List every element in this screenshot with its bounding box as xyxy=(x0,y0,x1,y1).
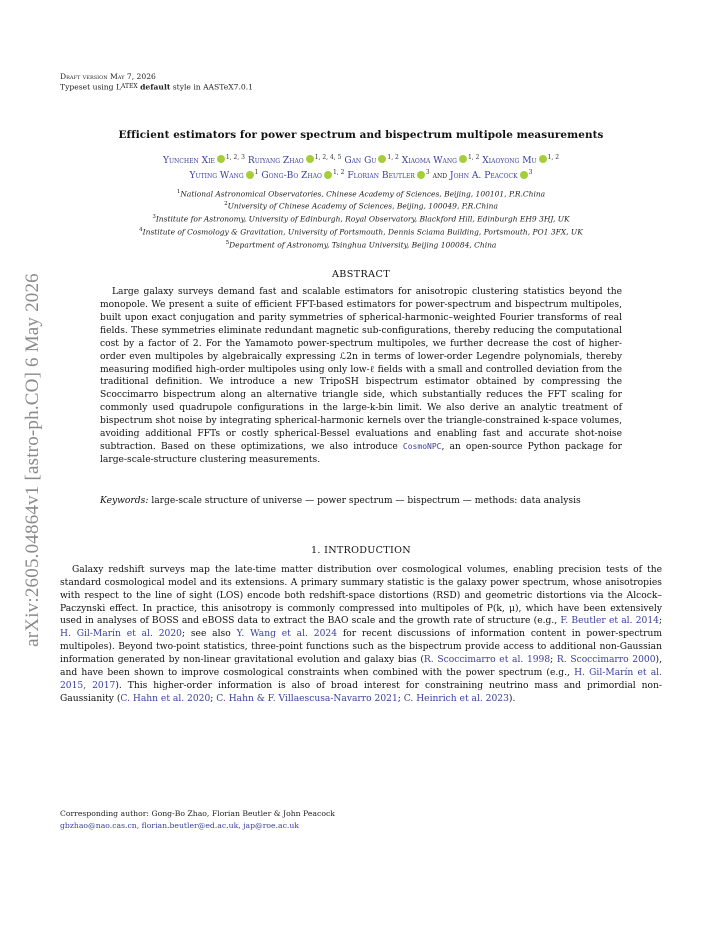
orcid-icon[interactable] xyxy=(246,171,254,179)
arxiv-stamp xyxy=(10,230,56,690)
body-text: ; xyxy=(658,616,663,627)
corresponding-author: Corresponding author: Gong-Bo Zhao, Florian Beutler & John Peacock xyxy=(60,809,335,818)
orcid-icon[interactable] xyxy=(378,155,386,163)
author-affiliation-marker: 3 xyxy=(528,169,533,177)
citation-link[interactable]: R. Scoccimarro 2000 xyxy=(556,655,656,666)
citation-link[interactable]: R. Scoccimarro et al. 1998 xyxy=(423,655,551,666)
orcid-icon[interactable] xyxy=(217,155,225,163)
citation-link[interactable]: H. Gil-Marín et al. 2015, 2017 xyxy=(60,668,662,691)
author-affiliation-marker: 1, 2 xyxy=(332,169,345,177)
body-text: ). This higher-order information is also of broad interest for constraining neutrino mass and primordial non-Gaussianity ( xyxy=(60,680,663,704)
author-name[interactable]: Ruiyang Zhao $^{1, 2, 4, 5}$ xyxy=(247,153,342,166)
author-affiliation-marker: 1 xyxy=(254,169,259,177)
introduction-body xyxy=(60,564,662,706)
keywords: Keywords: large-scale structure of universe — power spectrum — bispectrum — methods: data analysis xyxy=(100,495,581,506)
author-affiliation-marker: 1, 2 xyxy=(467,153,480,161)
paper-title: Efficient estimators for power spectrum and bispectrum multipole measurements xyxy=(118,128,604,141)
author-affiliation-marker: 1, 2 xyxy=(547,153,560,161)
affiliation: $^2$University of Chinese Academy of Sciences, Beijing, 100049, P.R.China xyxy=(224,201,498,211)
body-text: ; xyxy=(397,693,404,704)
affiliation: $^3$Institute for Astronomy, University of Edinburgh, Royal Observatory, Blackford Hill, Edinburgh EH9 3HJ, UK xyxy=(152,214,570,224)
citation-link[interactable]: C. Heinrich et al. 2023 xyxy=(403,693,509,704)
orcid-icon[interactable] xyxy=(539,155,547,163)
paper-content xyxy=(60,72,662,706)
footnote xyxy=(60,808,662,832)
body-text: ). xyxy=(508,693,516,704)
author-name[interactable]: Xiaoma Wang $^{1, 2}$ xyxy=(401,153,480,166)
abstract-body: Large galaxy surveys demand fast and scalable estimators for anisotropic clustering statistics beyond the monopole. We present a suite of efficient FFT-based estimators for power-spectrum and bispectrum multipoles, built upon exact conjugation and parity symmetries of spherical-harmonic–weighted Fourier transforms of real fields. These symmetries eliminate redundant magnetic sub-configurations, thereby reducing the computational cost by a factor of 2. For the Yamamoto power-spectrum multipoles, we further decrease the cost of higher-order even multipoles by algebraically expressing ℒ2n in terms of lower-order Legendre polynomials, thereby measuring modified high-order multipoles using only low-ℓ fields with a small and controlled deviation from the traditional definition. We introduce a new TripoSH bispectrum estimator obtained by compressing the Scoccimarro bispectrum along an alternative triangle side, which substantially reduces the FFT scaling for commonly used quadrupole configurations in the large-k-bin limit. We also derive an analytic treatment of bispectrum shot noise by integrating spherical-harmonic kernels over the triangle-constrained k-space volumes, avoiding additional FFTs or costly spherical-Bessel evaluations and enabling fast and accurate shot-noise subtraction. Based on these optimizations, we also introduce CosmoNPC, an open-source Python package for large-scale-structure clustering measurements. xyxy=(100,287,622,465)
author-name[interactable]: Yuting Wang $^1$ xyxy=(189,169,259,182)
arxiv-stamp-text: arXiv:2605.04864v1 [astro-ph.CO] 6 May 2026 xyxy=(22,273,43,647)
body-text: for recent discussions of information content in power-spectrum multipoles). Beyond two-point statistics, three-point functions such as the bispectrum provide access to additional non-Gaussian information generated by non-linear gravitational evolution and galaxy bias ( xyxy=(60,629,662,666)
citation-link[interactable]: C. Hahn et al. 2020 xyxy=(120,693,211,704)
orcid-icon[interactable] xyxy=(459,155,467,163)
author-affiliation-marker: 1, 2, 3 xyxy=(225,153,245,161)
citation-link[interactable]: F. Beutler et al. 2014 xyxy=(560,616,659,627)
orcid-icon[interactable] xyxy=(520,171,528,179)
affiliation: $^1$National Astronomical Observatories, Chinese Academy of Sciences, Beijing, 100101, P.R.China xyxy=(176,188,546,199)
orcid-icon[interactable] xyxy=(417,171,425,179)
package-link[interactable]: CosmoNPC xyxy=(402,441,442,451)
body-text: Galaxy redshift surveys map the late-time matter distribution over cosmological volumes, enabling precision tests of the standard cosmological model and its extensions. A primary summary statistic is the galaxy power spectrum, whose anisotropies with respect to the line of sight (LOS) encode both redshift-space distortions (RSD) and geometric distortions via the Alcock–Paczynski effect. In practice, this anisotropy is commonly compressed into multipoles of P(k, μ), which have been extensively used in analyses of BOSS and eBOSS data to extract the BAO scale and the growth rate of structure (e.g., xyxy=(60,564,662,627)
citation-link[interactable]: Y. Wang et al. 2024 xyxy=(236,629,337,640)
author-affiliation-marker: 1, 2, 4, 5 xyxy=(314,153,342,161)
header-meta xyxy=(60,72,662,93)
section-heading: 1. INTRODUCTION xyxy=(311,544,411,556)
author-name[interactable]: John A. Peacock $^3$ xyxy=(449,169,533,182)
author-affiliation-marker: 3 xyxy=(425,169,430,177)
citation-link[interactable]: C. Hahn & F. Villaescusa-Navarro 2021 xyxy=(216,693,398,704)
draft-version: Draft version May 7, 2026 xyxy=(60,72,156,81)
affiliation: $^4$Institute of Cosmology & Gravitation, University of Portsmouth, Dennis Sciama Building, Portsmouth, PO1 3FX, UK xyxy=(139,227,583,237)
affiliation: $^5$Department of Astronomy, Tsinghua University, Beijing 100084, China xyxy=(225,240,497,250)
author-emails[interactable]: gbzhao@nao.cas.cn, florian.beutler@ed.ac.uk, jap@roe.ac.uk xyxy=(60,821,299,830)
author-name[interactable]: Florian Beutler $^3$ xyxy=(347,169,430,182)
abstract-heading: ABSTRACT xyxy=(331,269,391,281)
author-conjunction: and xyxy=(429,171,450,182)
author-name[interactable]: Gan Gu $^{1, 2}$ xyxy=(344,153,399,166)
body-text: ; see also xyxy=(181,629,237,640)
author-name[interactable]: Xiaoyong Mu $^{1, 2}$ xyxy=(482,153,560,166)
author-name[interactable]: Yunchen Xie $^{1, 2, 3}$ xyxy=(162,153,245,166)
body-text: ), and have been shown to improve cosmological constraints when combined with the power spectrum (e.g., xyxy=(60,655,662,679)
typeset-line: Typeset using LATEX default style in AASTeX7.0.1 xyxy=(60,82,253,92)
body-text: ; xyxy=(550,655,557,666)
affiliation-list xyxy=(60,187,662,252)
author-affiliation-marker: 1, 2 xyxy=(387,153,399,161)
citation-link[interactable]: H. Gil-Marín et al. 2020 xyxy=(60,629,182,640)
orcid-icon[interactable] xyxy=(324,171,332,179)
author-list xyxy=(60,152,662,183)
body-text: ; xyxy=(210,693,217,704)
orcid-icon[interactable] xyxy=(306,155,314,163)
author-name[interactable]: Gong-Bo Zhao $^{1, 2}$ xyxy=(261,169,345,182)
